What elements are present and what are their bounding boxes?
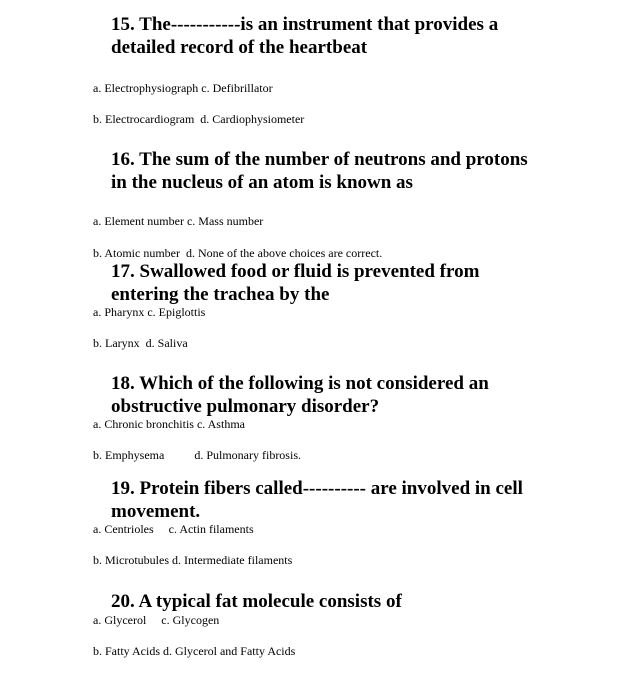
question-17-title: 17. Swallowed food or fluid is prevented from entering the trachea by the: [111, 261, 480, 305]
question-15-options-b-d: b. Electrocardiogram d. Cardiophysiometer: [93, 112, 305, 126]
question-17-options-a-c: a. Pharynx c. Epiglottis: [93, 305, 206, 319]
question-18-title: 18. Which of the following is not considered an obstructive pulmonary disorder?: [111, 373, 489, 417]
question-19-options-b-d: b. Microtubules d. Intermediate filaments: [93, 553, 293, 567]
question-20-options-b-d: b. Fatty Acids d. Glycerol and Fatty Acids: [93, 644, 296, 658]
question-16-options-b-d: b. Atomic number d. None of the above choices are correct.: [93, 246, 383, 260]
question-19-options-a-c: a. Centrioles c. Actin filaments: [93, 522, 254, 536]
question-16-title: 16. The sum of the number of neutrons and protons in the nucleus of an atom is known as: [111, 149, 528, 193]
question-15-title: 15. The-----------is an instrument that provides a detailed record of the heartbeat: [111, 14, 499, 58]
question-20-title: 20. A typical fat molecule consists of: [111, 591, 402, 612]
question-19-title: 19. Protein fibers called---------- are involved in cell movement.: [111, 478, 523, 522]
question-20-options-a-c: a. Glycerol c. Glycogen: [93, 613, 220, 627]
question-17-options-b-d: b. Larynx d. Saliva: [93, 336, 188, 350]
question-18-options-a-c: a. Chronic bronchitis c. Asthma: [93, 417, 245, 431]
question-15-options-a-c: a. Electrophysiograph c. Defibrillator: [93, 81, 273, 95]
question-16-options-a-c: a. Element number c. Mass number: [93, 214, 264, 228]
question-18-options-b-d: b. Emphysema d. Pulmonary fibrosis.: [93, 448, 301, 462]
